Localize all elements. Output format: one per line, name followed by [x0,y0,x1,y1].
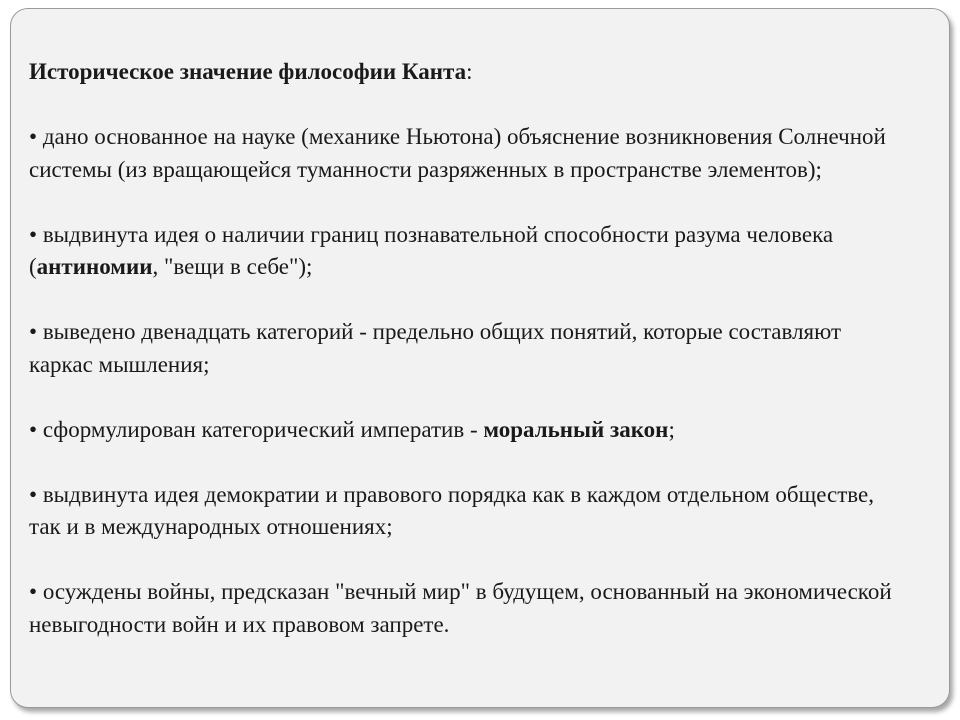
slide-heading [29,56,909,89]
bullet-marker: • [29,221,38,247]
item-3-text: выведено двенадцать категорий - предельно общих понятий, которые составляют каркас мышления; [29,319,842,377]
list-item-3 [29,316,909,381]
list-item-4 [29,414,909,447]
bullet-marker: • [29,481,38,507]
bullet-marker: • [29,416,38,442]
slide-content [29,56,909,641]
item-5-text: выдвинута идея демократии и правового порядка как в каждом отдельном обществе, так и в международных отношениях; [29,481,874,539]
heading-title: Историческое значение философии Канта [29,59,467,84]
item-4-text-end: ; [668,416,675,442]
item-4-text-start: сформулирован категорический императив - [42,416,484,442]
list-item-5 [29,479,909,544]
bullet-marker: • [29,579,38,604]
list-item-6 [29,576,909,641]
list-item-1 [29,121,909,186]
bullet-marker: • [29,319,38,344]
bullet-marker: • [29,124,38,149]
item-2-text-end: , "вещи в себе"); [152,254,313,279]
item-4-bold-term: моральный закон [483,416,669,442]
item-2-text-start: выдвинута идея о наличии границ познавательной способности разума человека ( [29,221,834,279]
heading-colon: : [466,59,473,84]
item-6-text: осуждены войны, предсказан "вечный мир" в будущем, основанный на экономической невыгодности войн и их правовом запрете. [29,579,892,637]
item-2-bold-term: антиномии [36,254,153,279]
list-item-2 [29,219,909,284]
item-1-text: дано основанное на науке (механике Ньютона) объяснение возникновения Солнечной системы (из вращающейся туманности разряженных в пространстве элементов); [29,124,886,182]
